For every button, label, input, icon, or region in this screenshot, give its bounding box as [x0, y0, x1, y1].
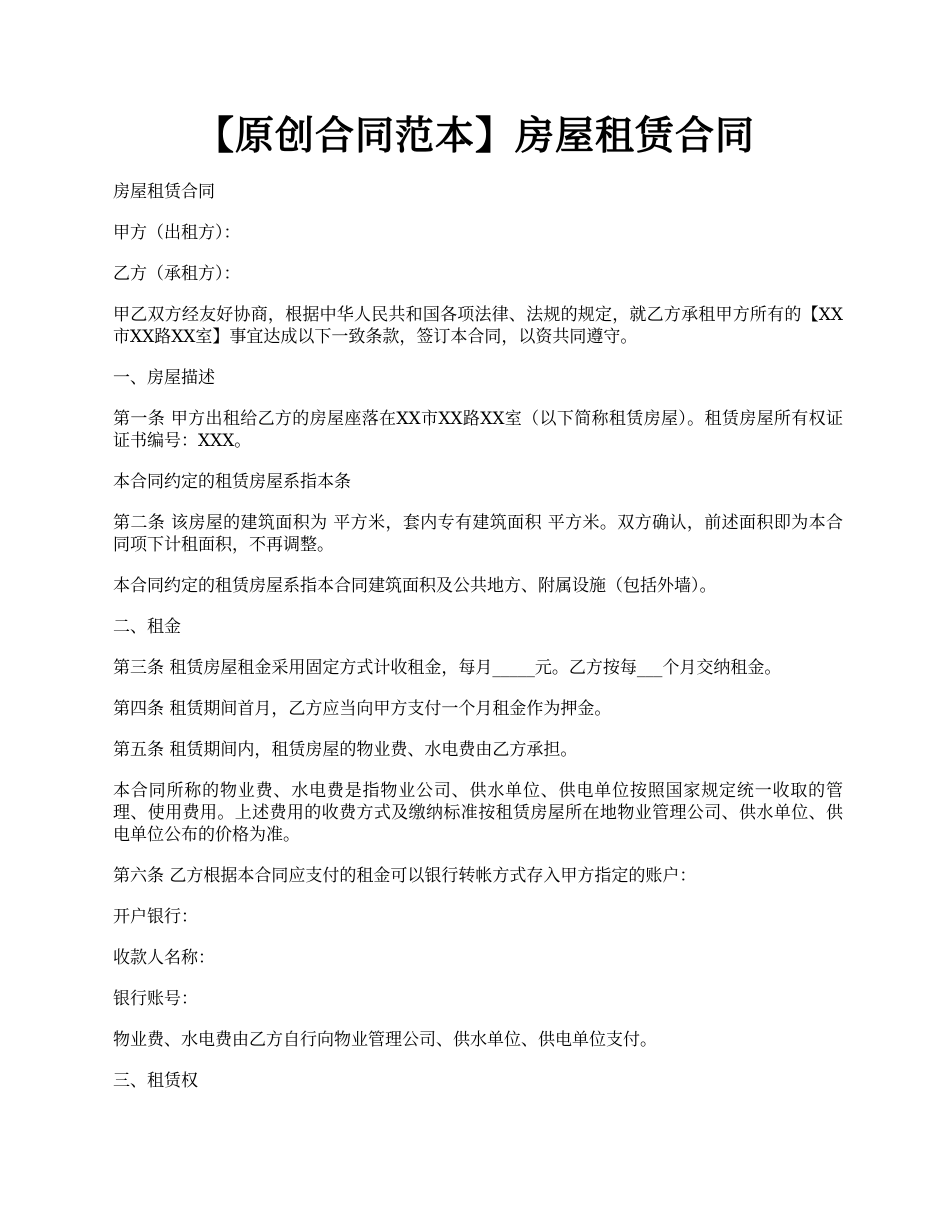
article-4: 第四条 租赁期间首月，乙方应当向甲方支付一个月租金作为押金。	[113, 699, 612, 719]
paragraph: 本合同约定的租赁房屋系指本条	[113, 472, 351, 492]
article-3: 第三条 租赁房屋租金采用固定方式计收租金，每月_____元。乙方按每___个月交纳租金。	[113, 658, 782, 678]
section-heading-lease-right: 三、租赁权	[113, 1071, 198, 1091]
section-heading-rent: 二、租金	[113, 617, 181, 637]
paragraph: 本合同所称的物业费、水电费是指物业公司、供水单位、供电单位按照国家规定统一收取的管理、使用费用。上述费用的收费方式及缴纳标准按租赁房屋所在地物业管理公司、供水单位、供电单位公布的价格为准。	[113, 781, 843, 845]
party-b-line: 乙方（承租方）：	[113, 264, 241, 284]
section-heading-house-description: 一、房屋描述	[113, 368, 215, 388]
document-title: 【原创合同范本】房屋租赁合同	[194, 113, 755, 159]
bank-account-line: 银行账号：	[113, 989, 198, 1009]
paragraph: 物业费、水电费由乙方自行向物业管理公司、供水单位、供电单位支付。	[113, 1030, 657, 1050]
preamble-paragraph: 甲乙双方经友好协商，根据中华人民共和国各项法律、法规的规定，就乙方承租甲方所有的【XX市XX路XX室】事宜达成以下一致条款，签订本合同，以资共同遵守。	[113, 305, 843, 347]
article-5: 第五条 租赁期间内，租赁房屋的物业费、水电费由乙方承担。	[113, 740, 578, 760]
article-1: 第一条 甲方出租给乙方的房屋座落在XX市XX路XX室（以下简称租赁房屋）。租赁房屋所有权证证书编号：XXX。	[113, 409, 843, 451]
contract-name: 房屋租赁合同	[113, 182, 215, 202]
document-body	[113, 181, 843, 1111]
payee-name-line: 收款人名称：	[113, 948, 215, 968]
article-2: 第二条 该房屋的建筑面积为 平方米，套内专有建筑面积 平方米。双方确认，前述面积即为本合同项下计租面积，不再调整。	[113, 513, 843, 555]
paragraph: 本合同约定的租赁房屋系指本合同建筑面积及公共地方、附属设施（包括外墙）。	[113, 576, 717, 596]
party-a-line: 甲方（出租方）：	[113, 223, 241, 243]
article-6: 第六条 乙方根据本合同应支付的租金可以银行转帐方式存入甲方指定的账户：	[113, 866, 697, 886]
bank-name-line: 开户银行：	[113, 907, 198, 927]
